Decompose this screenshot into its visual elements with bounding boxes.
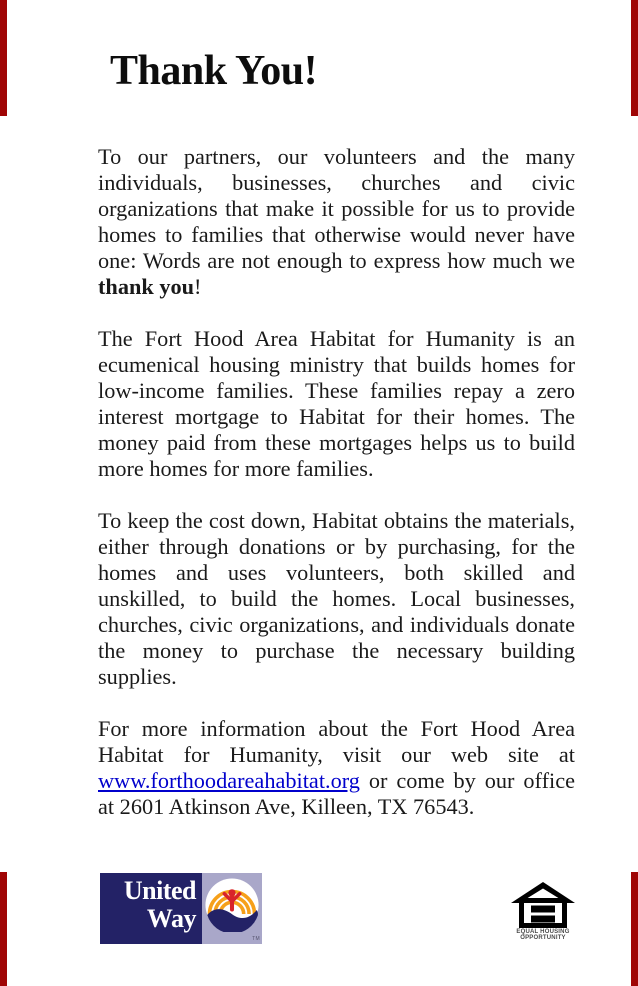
paragraph-2: The Fort Hood Area Habitat for Humanity is an ecumenical housing ministry that builds homes for low-income families. These families repay a zero interest mortgage to Habitat for their homes. The money paid from these mortgages helps us to build more homes for more families.	[98, 326, 575, 481]
united-way-word-united: United	[123, 876, 196, 905]
page-edge-mark-bottom-right	[631, 872, 638, 986]
equal-housing-label-line1: EQUAL HOUSING	[516, 929, 570, 935]
united-way-wordmark	[100, 873, 202, 944]
website-link[interactable]: www.forthoodareahabitat.org	[98, 768, 360, 793]
equal-housing-label	[504, 929, 582, 941]
paragraph-1-text: To our partners, our volunteers and the many individuals, businesses, churches and civic organizations that make it possible for us to provide homes to families that otherwise would never have one: Words are not enough to express how much we	[98, 144, 575, 273]
equal-housing-logo	[504, 882, 582, 941]
page-title: Thank You!	[110, 48, 318, 94]
body-text	[98, 144, 575, 846]
paragraph-1	[98, 144, 575, 300]
page-edge-mark-top-left	[0, 0, 7, 116]
united-way-word-way: Way	[146, 904, 196, 933]
paragraph-4-end: or come by our office at 2601 Atkinson Ave, Killeen, TX 76543.	[98, 768, 575, 819]
paragraph-1-bold-thank-you: thank you	[98, 274, 195, 299]
page-edge-mark-top-right	[631, 0, 638, 116]
equal-housing-house-icon	[511, 882, 575, 928]
paragraph-3: To keep the cost down, Habitat obtains the materials, either through donations or by purchasing, for the homes and uses volunteers, both skilled and unskilled, to build the homes. Local businesses, churches, civic organizations, and individuals donate the money to purchase the necessary building supplies.	[98, 508, 575, 689]
united-way-emblem-icon	[205, 878, 259, 932]
paragraph-4	[98, 716, 575, 820]
equal-housing-label-line2: OPPORTUNITY	[520, 935, 566, 941]
page-edge-mark-bottom-left	[0, 872, 7, 986]
united-way-tm-mark: TM	[252, 936, 260, 942]
united-way-logo	[100, 873, 262, 944]
paragraph-4-text: For more information about the Fort Hood Area Habitat for Humanity, visit our web site at	[98, 716, 575, 767]
paragraph-1-end: !	[194, 274, 202, 299]
united-way-emblem-panel	[202, 873, 262, 944]
